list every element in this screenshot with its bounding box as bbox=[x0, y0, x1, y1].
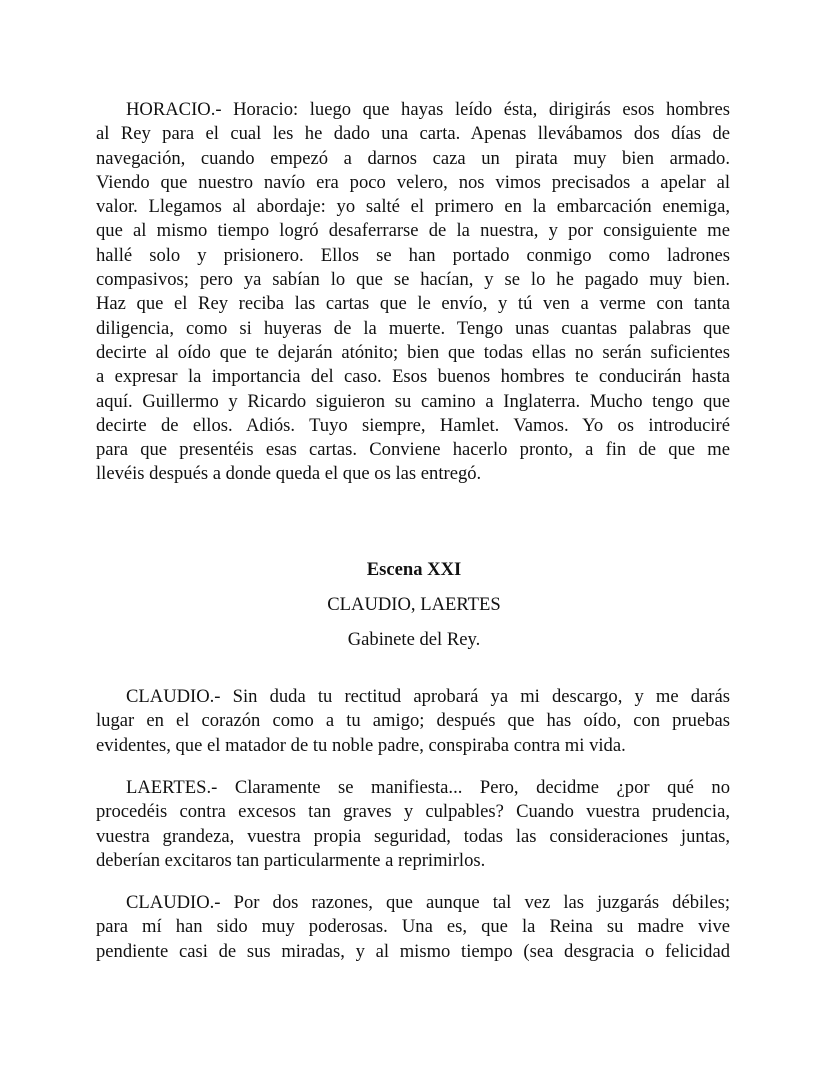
text-line: valor. Llegamos al abordaje: yo salté el primero en la embarcación enemiga, bbox=[96, 196, 730, 218]
text-line: al Rey para el cual les he dado una carta. Apenas llevábamos dos días de bbox=[96, 123, 730, 145]
text-line: aquí. Guillermo y Ricardo siguieron su camino a Inglaterra. Mucho tengo que bbox=[96, 390, 730, 412]
text-line: diligencia, como si huyeras de la muerte. Tengo unas cuantas palabras que bbox=[96, 317, 730, 339]
scene-characters: CLAUDIO, LAERTES bbox=[327, 594, 501, 615]
text-line: compasivos; pero ya sabían lo que se hacían, y se lo he pagado muy bien. bbox=[96, 269, 730, 291]
text-line: pendiente casi de sus miradas, y al mismo tiempo (sea desgracia o felicidad bbox=[96, 940, 730, 962]
text-line: CLAUDIO.- Por dos razones, que aunque tal vez las juzgarás débiles; bbox=[126, 892, 730, 913]
text-line: lugar en el corazón como a tu amigo; después que has oído, con pruebas bbox=[96, 710, 730, 732]
text-line: para que presentéis esas cartas. Conviene hacerlo pronto, a fin de que me bbox=[96, 439, 730, 461]
text-line: a expresar la importancia del caso. Esos buenos hombres te conducirán hasta bbox=[96, 366, 730, 388]
laertes-paragraph bbox=[96, 776, 730, 873]
scene-setting: Gabinete del Rey. bbox=[347, 629, 481, 650]
text-line: para mí han sido muy poderosas. Una es, que la Reina su madre vive bbox=[96, 916, 730, 938]
text-line: CLAUDIO.- Sin duda tu rectitud aprobará ya mi descargo, y me darás bbox=[126, 686, 730, 707]
text-line: llevéis después a donde queda el que os las entregó. bbox=[96, 463, 482, 485]
text-line: decirte al oído que te dejarán atónito; bien que todas ellas no serán suficientes bbox=[96, 341, 730, 363]
claudio-paragraph-1 bbox=[96, 685, 730, 758]
text-line: vuestra grandeza, vuestra propia seguridad, todas las consideraciones juntas, bbox=[96, 825, 730, 847]
text-line: procedéis contra excesos tan graves y culpables? Cuando vuestra prudencia, bbox=[96, 801, 730, 823]
text-line: deberían excitaros tan particularmente a reprimirlos. bbox=[96, 849, 486, 871]
text-line: Viendo que nuestro navío era poco velero, nos vimos precisados a apelar al bbox=[96, 171, 730, 193]
text-line: decirte de ellos. Adiós. Tuyo siempre, Hamlet. Vamos. Yo os introduciré bbox=[96, 414, 730, 436]
text-line: LAERTES.- Claramente se manifiesta... Pero, decidme ¿por qué no bbox=[126, 777, 730, 798]
text-line: evidentes, que el matador de tu noble padre, conspiraba contra mi vida. bbox=[96, 734, 626, 756]
scene-title: Escena XXI bbox=[366, 559, 462, 580]
text-line: Haz que el Rey reciba las cartas que le envío, y tú ven a verme con tanta bbox=[96, 293, 730, 315]
text-line: hallé solo y prisionero. Ellos se han portado conmigo como ladrones bbox=[96, 244, 730, 266]
text-line: HORACIO.- Horacio: luego que hayas leído ésta, dirigirás esos hombres bbox=[126, 99, 730, 120]
text-line: que al mismo tiempo logró desaferrarse de la nuestra, y por consiguiente me bbox=[96, 220, 730, 242]
horacio-paragraph bbox=[96, 98, 730, 487]
text-line: navegación, cuando empezó a darnos caza un pirata muy bien armado. bbox=[96, 147, 730, 169]
claudio-paragraph-2 bbox=[96, 891, 730, 964]
